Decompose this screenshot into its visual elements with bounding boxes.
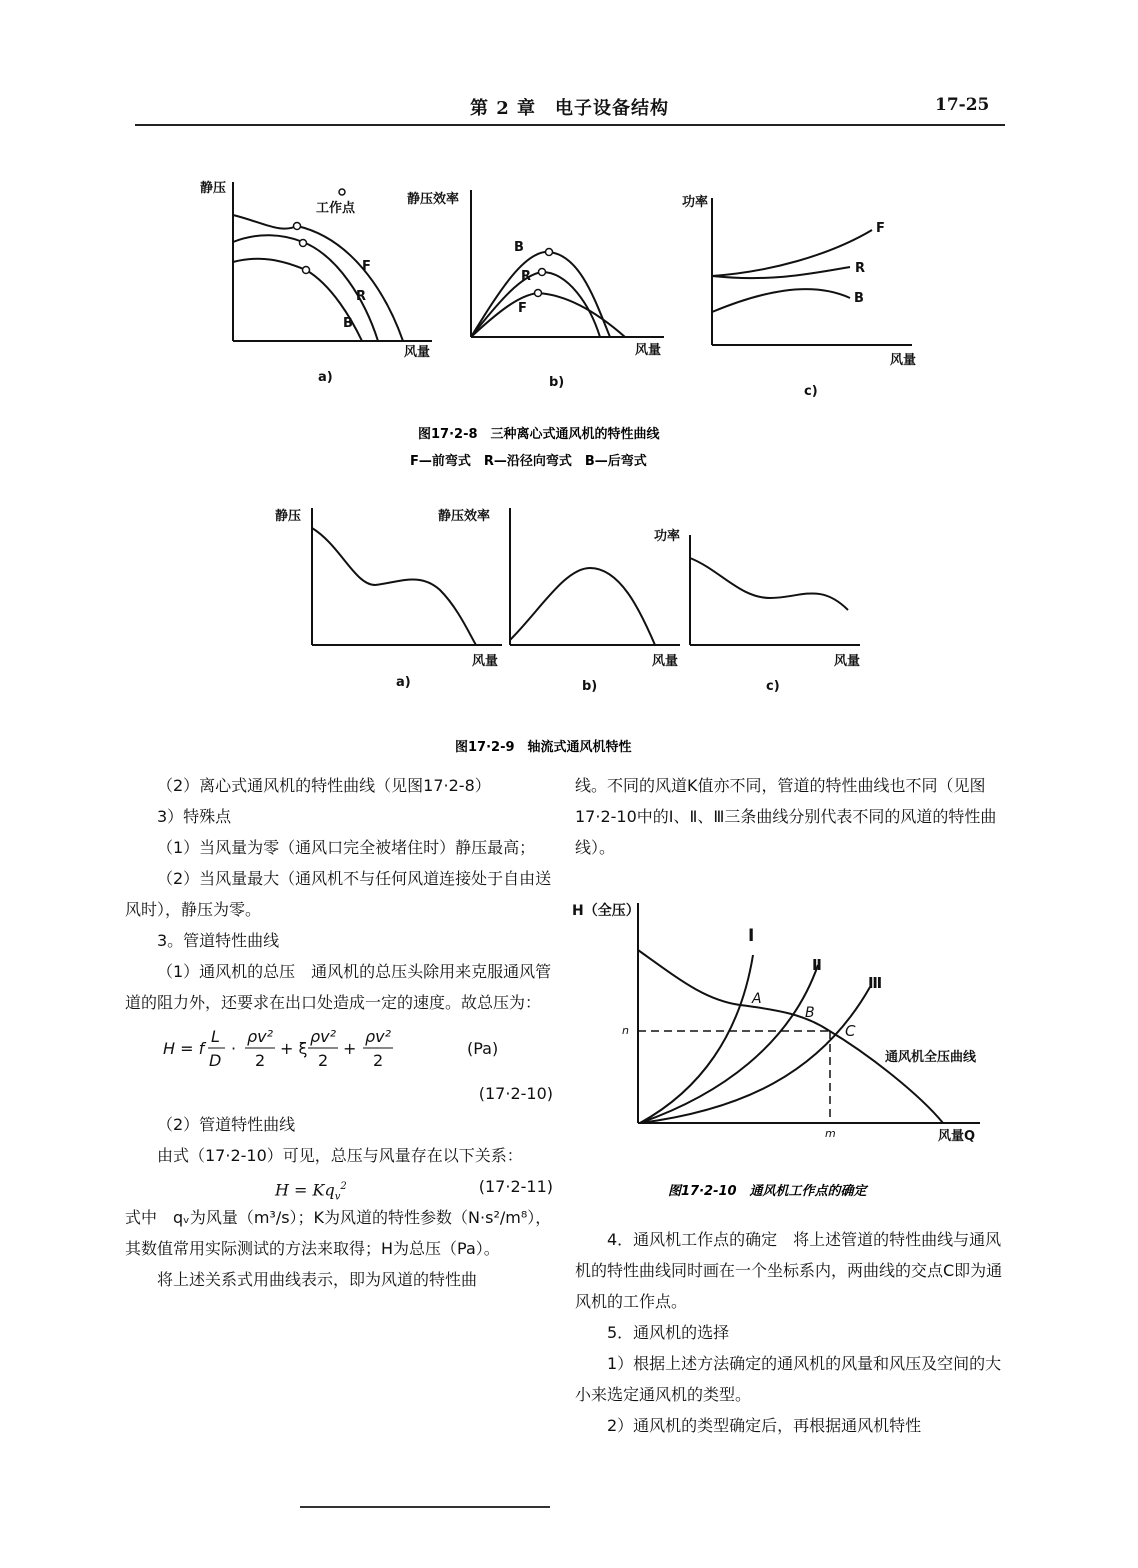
fig10-fan-curve-label: 通风机全压曲线 <box>885 1050 977 1065</box>
fig10-label-I: Ⅰ <box>748 926 755 946</box>
para-duct-curve: （2）管道特性曲线 <box>157 1115 296 1134</box>
fig10-h-tick: n <box>622 1024 629 1037</box>
para-duct-curve-heading: 3。管道特性曲线 <box>157 931 280 950</box>
chapter-title: 第 2 章 电子设备结构 <box>470 98 670 119</box>
svg-text:L: L <box>211 1027 220 1046</box>
fig8c-ylabel: 功率 <box>682 195 709 210</box>
para-where: 式中 qᵥ为风量（m³/s）；K为风道的特性参数（N·s²/m⁸），其数值常用实际测试的方法来取得；H为总压（Pa）。 <box>125 1208 552 1258</box>
svg-text:+: + <box>343 1039 357 1058</box>
fig8a-panel-label: a) <box>318 370 333 385</box>
para-after-type: 2）通风机的类型确定后，再根据通风机特性 <box>607 1416 922 1435</box>
fig10-point-B: B <box>805 1005 815 1021</box>
eq1-unit: (Pa) <box>467 1039 499 1058</box>
fig10-point-C: C <box>845 1022 856 1040</box>
fig8c-curve-F <box>712 230 872 276</box>
fig8b-label-F: F <box>518 301 527 316</box>
fig10-label-II: Ⅱ <box>812 956 822 974</box>
equation-17-2-10 <box>125 1018 553 1078</box>
fig10-fan-curve <box>638 950 943 1123</box>
figure-17-2-10 <box>560 895 1010 1205</box>
fig8a-label-B: B <box>343 316 353 331</box>
fig9c-xlabel: 风量 <box>834 654 861 669</box>
svg-text:2: 2 <box>373 1051 384 1070</box>
fig8b-curve-R <box>471 272 600 337</box>
fig8a-label-F: F <box>362 259 371 274</box>
fig9c-curve <box>690 558 848 610</box>
svg-text:+ ξ: + ξ <box>280 1039 308 1058</box>
svg-text:H = f: H = f <box>163 1039 205 1058</box>
para-working-point: 4．通风机工作点的确定 将上述管道的特性曲线与通风机的特性曲线同时画在一个坐标系内，两曲线的交点C即为通风机的工作点。 <box>575 1230 1003 1311</box>
fig8a-ylabel: 静压 <box>200 181 227 196</box>
eq1-number: (17·2-10) <box>478 1084 553 1103</box>
fig8c-xlabel: 风量 <box>890 353 917 368</box>
fig8a-point-label: 工作点 <box>316 201 356 216</box>
fig8c-curve-R <box>712 267 850 278</box>
footer-rule <box>300 1506 550 1508</box>
fig9c-panel-label: c) <box>766 679 780 694</box>
svg-text:ρv²: ρv² <box>365 1027 392 1046</box>
fig8-caption: 图17·2-8 三种离心式通风机的特性曲线 <box>418 427 660 442</box>
fig9b-curve <box>510 568 655 645</box>
fig9a-panel-label: a) <box>396 675 411 690</box>
fig9-caption: 图17·2-9 轴流式通风机特性 <box>455 740 632 755</box>
fig8c-panel-label: c) <box>804 384 818 399</box>
fig8b-ylabel: 静压效率 <box>407 192 460 207</box>
equation-17-2-11: $H = Kq_v^2$ (17·2-11) <box>125 1171 553 1202</box>
fig8b-panel-label: b) <box>549 375 565 390</box>
fig10-caption: 图17·2-10 通风机工作点的确定 <box>668 1184 867 1199</box>
fig10-label-III: Ⅲ <box>868 974 883 992</box>
svg-text:·: · <box>231 1039 237 1058</box>
fig8b-label-R: R <box>521 269 532 284</box>
fig9b-ylabel: 静压效率 <box>438 509 491 524</box>
para-centrifugal-curves: （2）离心式通风机的特性曲线（见图17·2-8） <box>157 776 491 795</box>
svg-text:ρv²: ρv² <box>247 1027 274 1046</box>
para-fan-selection: 5．通风机的选择 <box>607 1323 730 1342</box>
page-number: 17-25 <box>935 95 990 115</box>
fig10-ylabel: H（全压） <box>572 903 640 919</box>
fig8c-label-F: F <box>876 221 885 236</box>
para-different-k: 线。不同的风道K值亦不同，管道的特性曲线也不同（见图17·2-10中的Ⅰ、Ⅱ、Ⅲ三条曲线分别代表不同的风道的特性曲线）。 <box>575 776 997 857</box>
figure-17-2-9 <box>0 490 1138 760</box>
fig8c-label-B: B <box>854 291 864 306</box>
svg-text:2: 2 <box>318 1051 329 1070</box>
fig9a-curve <box>312 528 476 645</box>
svg-text:ρv²: ρv² <box>310 1027 337 1046</box>
fig10-xlabel: 风量Q <box>938 1129 976 1144</box>
para-curve-representation: 将上述关系式用曲线表示，即为风道的特性曲 <box>157 1270 478 1289</box>
fig10-duct-curve-2 <box>640 965 818 1123</box>
para-total-pressure: （1）通风机的总压 通风机的总压头除用来克服通风管道的阻力外，还要求在出口处造成一定的速度。故总压为： <box>125 962 552 1012</box>
eq2-number: (17·2-11) <box>478 1177 553 1196</box>
fig8b-xlabel: 风量 <box>635 343 662 358</box>
fig9c-ylabel: 功率 <box>654 529 681 544</box>
para-relation: 由式（17·2-10）可见，总压与风量存在以下关系： <box>157 1146 523 1165</box>
svg-text:D: D <box>209 1051 222 1070</box>
right-column-top <box>575 770 1005 863</box>
fig8b-label-B: B <box>514 240 524 255</box>
fig8-subcaption: F—前弯式 R—沿径向弯式 B—后弯式 <box>410 454 647 469</box>
fig8a-xlabel: 风量 <box>404 345 431 360</box>
fig9b-panel-label: b) <box>582 679 598 694</box>
fig10-q-tick: m <box>825 1127 836 1140</box>
fig9a-ylabel: 静压 <box>275 509 302 524</box>
fig9b-xlabel: 风量 <box>652 654 679 669</box>
right-column-bottom <box>575 1224 1005 1441</box>
svg-text:2: 2 <box>255 1051 266 1070</box>
fig8a-label-R: R <box>356 289 367 304</box>
para-max-flow: （2）当风量最大（通风机不与任何风道连接处于自由送风时），静压为零。 <box>125 869 552 919</box>
fig9a-xlabel: 风量 <box>472 654 499 669</box>
para-select-type: 1）根据上述方法确定的通风机的风量和风压及空间的大小来选定通风机的类型。 <box>575 1354 1002 1404</box>
fig8c-label-R: R <box>855 261 866 276</box>
para-special-points: 3）特殊点 <box>157 807 232 826</box>
left-column <box>125 770 553 1295</box>
figure-17-2-8 <box>0 0 1138 480</box>
fig8c-curve-B <box>712 289 850 312</box>
fig10-point-A: A <box>752 991 762 1007</box>
para-zero-flow: （1）当风量为零（通风口完全被堵住时）静压最高； <box>157 838 536 857</box>
